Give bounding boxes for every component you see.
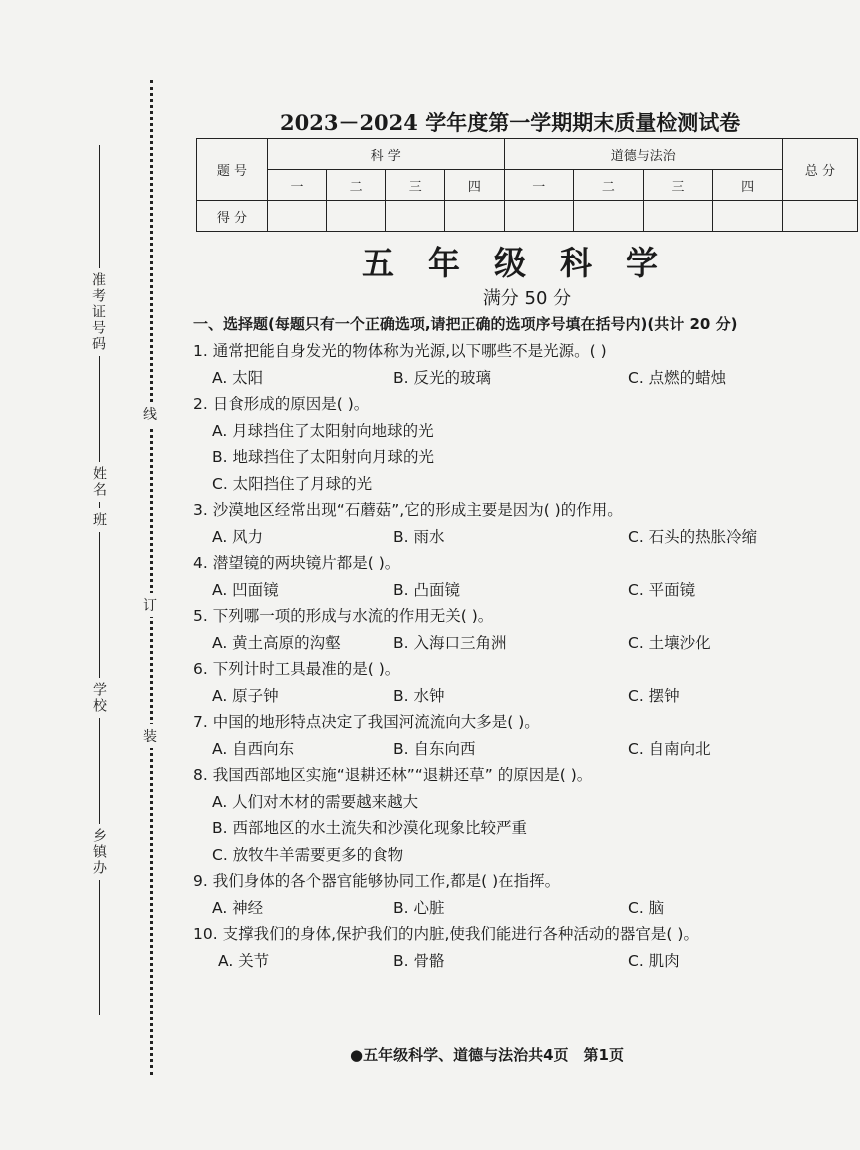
option-b[interactable]: B. 雨水: [393, 527, 445, 546]
question-list: [193, 338, 853, 974]
options-7: [193, 736, 853, 763]
binding-dotted-line: [150, 80, 153, 1075]
exam-id-label: 准考证号码: [88, 268, 108, 356]
question-3: 3. 沙漠地区经常出现“石蘑菇”,它的形成主要是因为( )的作用。: [193, 501, 623, 519]
section-heading: 一、选择题(每题只有一个正确选项,请把正确的选项序号填在括号内)(共计 20 分): [193, 315, 738, 333]
option-a[interactable]: A. 关节: [218, 951, 270, 970]
question-5: 5. 下列哪一项的形成与水流的作用无关( )。: [193, 607, 494, 625]
exam-title: 2023－2024 学年度第一学期期末质量检测试卷: [280, 110, 741, 135]
option-c[interactable]: C. 点燃的蜡烛: [628, 368, 727, 387]
option-a[interactable]: A. 风力: [212, 527, 264, 546]
score-cell[interactable]: [327, 201, 386, 232]
score-col: 一: [504, 170, 574, 201]
option-c[interactable]: C. 太阳挡住了月球的光: [212, 474, 373, 493]
option-b[interactable]: B. 凸面镜: [393, 580, 460, 599]
score-cell[interactable]: [268, 201, 327, 232]
score-col: 一: [268, 170, 327, 201]
option-b[interactable]: B. 西部地区的水土流失和沙漠化现象比较严重: [212, 819, 527, 837]
score-cell[interactable]: [574, 201, 644, 232]
score-table: [196, 138, 858, 232]
option-a[interactable]: A. 黄土高原的沟壑: [212, 633, 341, 652]
township-label: 乡镇办: [89, 824, 109, 880]
score-cell[interactable]: [504, 201, 574, 232]
options-1: [193, 365, 853, 392]
option-c[interactable]: C. 土壤沙化: [628, 633, 711, 652]
score-col: 四: [713, 170, 783, 201]
question-1: 1. 通常把能自身发光的物体称为光源,以下哪些不是光源。( ): [193, 342, 607, 360]
score-cell[interactable]: [445, 201, 504, 232]
options-4: [193, 577, 853, 604]
options-6: [193, 683, 853, 710]
option-c[interactable]: C. 平面镜: [628, 580, 696, 599]
binding-word-zhuang: 装: [143, 724, 157, 748]
option-a[interactable]: A. 自西向东: [212, 739, 295, 758]
option-a[interactable]: A. 人们对木材的需要越来越大: [212, 792, 419, 811]
class-label: 班: [89, 508, 109, 532]
subject-title: 五年级科学: [361, 244, 692, 282]
option-c[interactable]: C. 自南向北: [628, 739, 711, 758]
total-header: 总 分: [783, 139, 858, 201]
binding-word-ding: 订: [143, 593, 157, 617]
score-cell[interactable]: [713, 201, 783, 232]
name-label: 姓名: [89, 462, 109, 502]
morality-header: 道德与法治: [504, 139, 783, 170]
option-a[interactable]: A. 凹面镜: [212, 580, 279, 599]
option-a[interactable]: A. 月球挡住了太阳射向地球的光: [212, 421, 434, 440]
option-b[interactable]: B. 地球挡住了太阳射向月球的光: [212, 448, 434, 466]
score-row2-label: 得 分: [197, 201, 268, 232]
science-header: 科 学: [268, 139, 505, 170]
full-score: 满分 50 分: [482, 288, 572, 309]
score-col: 二: [327, 170, 386, 201]
question-9: 9. 我们身体的各个器官能够协同工作,都是( )在指挥。: [193, 872, 561, 890]
options-10: [193, 948, 853, 975]
option-b[interactable]: B. 入海口三角洲: [393, 633, 507, 652]
score-row-label: 题 号: [197, 139, 268, 201]
option-a[interactable]: A. 神经: [212, 898, 264, 917]
question-4: 4. 潜望镜的两块镜片都是( )。: [193, 554, 401, 572]
option-c[interactable]: C. 脑: [628, 898, 665, 917]
score-col: 三: [643, 170, 713, 201]
binding-word-xian: 线: [143, 402, 157, 426]
score-cell[interactable]: [386, 201, 445, 232]
options-3: [193, 524, 853, 551]
score-col: 四: [445, 170, 504, 201]
option-a[interactable]: A. 太阳: [212, 368, 264, 387]
options-5: [193, 630, 853, 657]
question-10: 10. 支撑我们的身体,保护我们的内脏,使我们能进行各种活动的器官是( )。: [193, 925, 699, 943]
score-col: 三: [386, 170, 445, 201]
option-c[interactable]: C. 肌肉: [628, 951, 680, 970]
page-footer: ●五年级科学、道德与法治共4页 第1页: [350, 1046, 624, 1064]
option-c[interactable]: C. 摆钟: [628, 686, 680, 705]
option-c[interactable]: C. 石头的热胀冷缩: [628, 527, 758, 546]
option-b[interactable]: B. 骨骼: [393, 951, 445, 970]
score-col: 二: [574, 170, 644, 201]
school-label: 学校: [89, 678, 109, 718]
question-8: 8. 我国西部地区实施“退耕还林”“退耕还草” 的原因是( )。: [193, 766, 593, 784]
score-cell[interactable]: [643, 201, 713, 232]
option-c[interactable]: C. 放牧牛羊需要更多的食物: [212, 845, 404, 864]
option-b[interactable]: B. 反光的玻璃: [393, 368, 491, 387]
total-score-cell[interactable]: [783, 201, 858, 232]
option-b[interactable]: B. 水钟: [393, 686, 445, 705]
options-9: [193, 895, 853, 922]
option-b[interactable]: B. 心脏: [393, 898, 445, 917]
option-a[interactable]: A. 原子钟: [212, 686, 279, 705]
question-2: 2. 日食形成的原因是( )。: [193, 395, 370, 413]
question-6: 6. 下列计时工具最准的是( )。: [193, 660, 401, 678]
question-7: 7. 中国的地形特点决定了我国河流流向大多是( )。: [193, 713, 540, 731]
option-b[interactable]: B. 自东向西: [393, 739, 476, 758]
